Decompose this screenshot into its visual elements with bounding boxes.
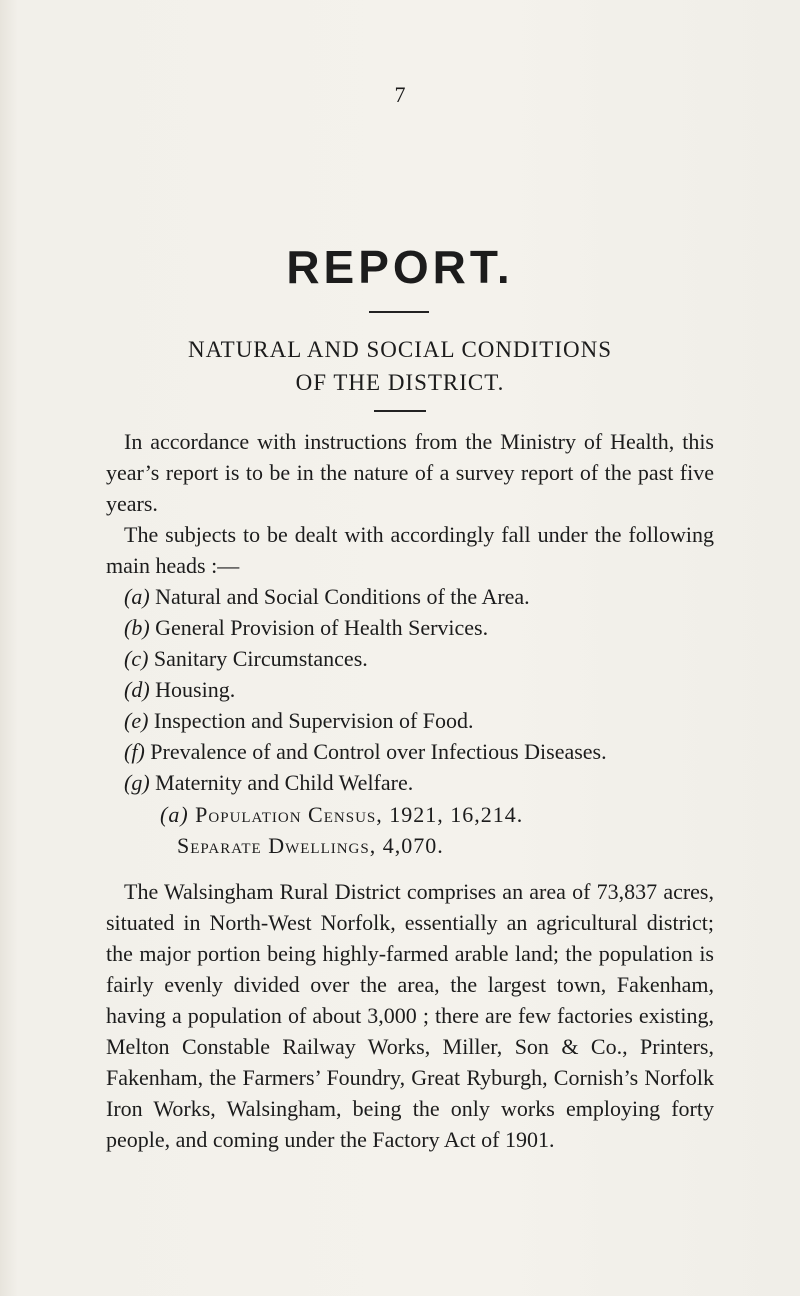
page-title: REPORT.: [286, 241, 514, 293]
list-item-text: Sanitary Circumstances.: [153, 646, 368, 671]
list-item-letter: (g): [124, 770, 150, 795]
heading-divider: [374, 410, 426, 412]
subjects-paragraph: The subjects to be dealt with accordingly fall under the following main heads :—: [106, 522, 714, 578]
page-number: 7: [394, 82, 406, 107]
list-item: [124, 674, 724, 705]
list-item-letter: (c): [124, 646, 149, 671]
separate-dwellings-line: Separate Dwellings, 4,070.: [177, 833, 444, 858]
list-item: [124, 736, 724, 767]
list-item: [124, 643, 724, 674]
list-item-letter: (e): [124, 708, 149, 733]
list-item: [124, 581, 724, 612]
list-item: [124, 612, 724, 643]
list-item-text: General Provision of Health Services.: [155, 615, 489, 640]
title-divider: [369, 311, 429, 313]
list-item-text: Prevalence of and Control over Infectious Diseases.: [150, 739, 607, 764]
list-item-text: Housing.: [155, 677, 236, 702]
intro-paragraph: In accordance with instructions from the Ministry of Health, this year’s report is to be in the nature of a survey report of the past five years.: [106, 429, 714, 516]
list-item: [124, 767, 724, 798]
section-letter: (a): [160, 802, 189, 827]
list-item-letter: (b): [124, 615, 150, 640]
list-item-text: Inspection and Supervision of Food.: [153, 708, 474, 733]
list-item-letter: (a): [124, 584, 150, 609]
population-census-text: Population Census, 1921, 16,214.: [195, 802, 524, 827]
list-item-letter: (f): [124, 739, 145, 764]
list-item-text: Natural and Social Conditions of the Area.: [155, 584, 530, 609]
section-heading-line-2: OF THE DISTRICT.: [295, 370, 505, 395]
list-item: [124, 705, 724, 736]
section-heading-line-1: NATURAL AND SOCIAL CONDITIONS: [187, 337, 613, 362]
district-description-paragraph: The Walsingham Rural District comprises an area of 73,837 acres, situated in North-West Norfolk, essentially an agricultural district; the major portion being highly-farmed arable land; the population is fairly evenly divided over the area, the largest town, Fakenham, having a population of about 3,000 ; there are few factories existing, Melton Constable Railway Works, Miller, Son & Co., Printers, Fakenham, the Farmers’ Foundry, Great Ryburgh, Cornish’s Norfolk Iron Works, Walsingham, being the only works employing forty people, and coming under the Factory Act of 1901.: [106, 879, 714, 1152]
list-item-letter: (d): [124, 677, 150, 702]
list-item-text: Maternity and Child Welfare.: [155, 770, 414, 795]
main-heads-list: [124, 581, 724, 798]
population-census-line: [160, 799, 523, 830]
